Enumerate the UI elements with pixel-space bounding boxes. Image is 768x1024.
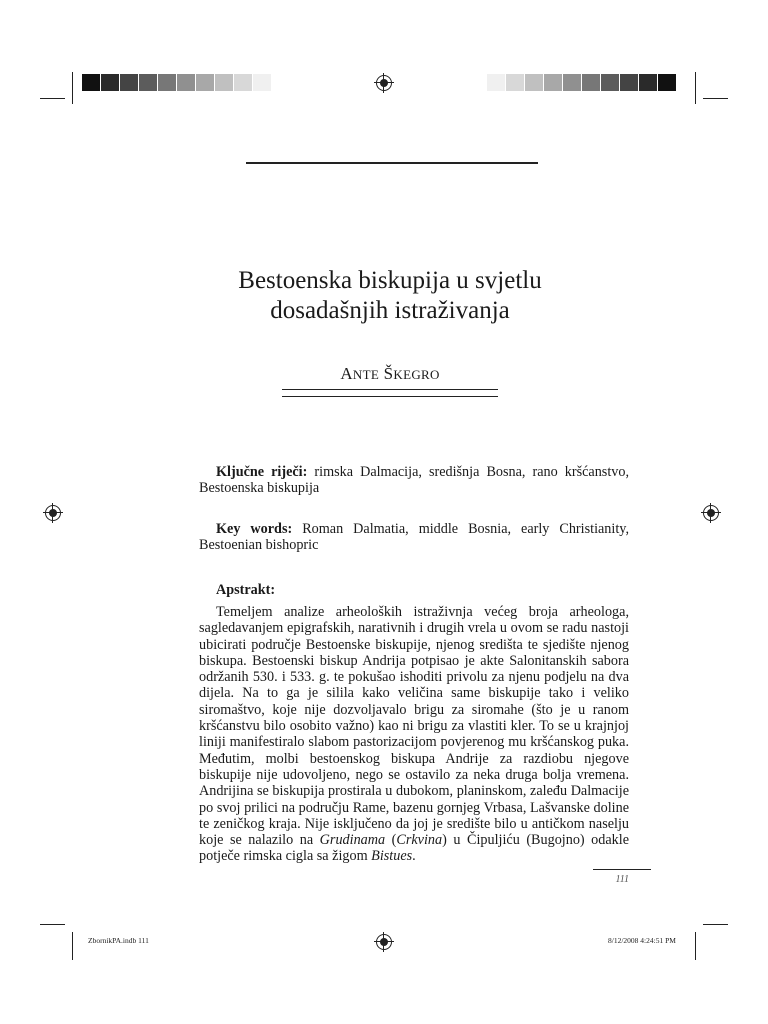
keywords-text: rimska Dalmacija, središnja Bosna, rano kršćanstvo, Bestoenska biskupija (199, 464, 629, 497)
color-swatch (639, 74, 658, 91)
color-swatch (601, 74, 620, 91)
crop-mark (72, 72, 73, 104)
color-swatch (253, 74, 272, 91)
crop-mark (695, 932, 696, 960)
author-smallcaps: KEGRO (393, 367, 440, 382)
file-slug: ZbornikPA.indb 111 (88, 936, 149, 945)
crop-mark (695, 72, 696, 104)
color-calibration-bar-right (487, 74, 677, 91)
crop-mark (40, 924, 65, 925)
color-swatch (177, 74, 196, 91)
keywords-text: Roman Dalmatia, middle Bosnia, early Christianity, Bestoenian bishopric (199, 521, 629, 554)
article-title (160, 266, 620, 326)
color-swatch (506, 74, 525, 91)
author-initial: Š (383, 364, 394, 383)
title-line: Bestoenska biskupija u svjetlu (238, 267, 542, 294)
color-swatch (196, 74, 215, 91)
title-line: dosadašnjih istraživanja (270, 297, 510, 324)
abstract-text: ) u Čipuljiću (Bugojno) odakle potječe rimska cigla sa žigom (199, 832, 629, 865)
registration-mark-icon (376, 75, 392, 91)
author-smallcaps: NTE (352, 367, 380, 382)
abstract-italic: Crkvina (396, 832, 443, 849)
color-swatch (544, 74, 563, 91)
abstract-text: Temeljem analize arheoloških istraživnja većeg broja arheologa, sagledavanjem epigrafskih, narativnih i drugih vrela u ovom se radu nastoji ubicirati područje Bestoenske biskupije, njenog središta te sjedište njenog biskupa. Bestoenski biskup Andrija potpisao je akte Salonitanskih sabora održanih 530. i 533. g. te pokušao ishoditi privolu za njenu podjelu na dva dijela. Na to ga je silila kako veličina same biskupije tako i veliko siromaštvo, koje nije dozvoljavalo brigu za siromahe (što je u ranom kršćanstvu bilo osobito važno) kao ni brigu za vlastiti kler. To se u krajnjoj liniji manifestiralo slabom pastorizacijom povjerenog mu kršćanskog puka. Međutim, molbi bestoenskog biskupa Andrije za razdiobu njegove biskupije nije udovoljeno, nego se ostavilo za neka druga bolja vremena. Andrijina se biskupija prostirala u dubokom, planinskom, zaleđu Dalmacije po svoj prilici na području Rame, bazenu gornjeg Vrbasa, Lašvanske doline te zeničkog kraja. Nije isključeno da joj je središte bilo u antičkom naselju koje se nalazilo na (199, 604, 629, 849)
registration-mark-icon (45, 505, 61, 521)
color-swatch (658, 74, 677, 91)
abstract-italic: Bistues (371, 848, 413, 865)
crop-mark (40, 98, 65, 99)
color-swatch (487, 74, 506, 91)
registration-mark-icon (376, 934, 392, 950)
color-swatch (158, 74, 177, 91)
color-swatch (120, 74, 139, 91)
abstract-italic: Grudinama (319, 832, 386, 849)
header-rule (246, 162, 538, 164)
color-swatch (525, 74, 544, 91)
crop-mark (703, 924, 728, 925)
color-swatch (215, 74, 234, 91)
color-swatch (101, 74, 120, 91)
keywords-label: Ključne riječi: (216, 464, 308, 480)
color-swatch (582, 74, 601, 91)
crop-mark (703, 98, 728, 99)
abstract-heading: Apstrakt: (216, 582, 276, 598)
abstract-text: . (412, 848, 416, 865)
page-number: 111 (615, 874, 629, 885)
color-swatch (563, 74, 582, 91)
crop-mark (72, 932, 73, 960)
registration-mark-icon (703, 505, 719, 521)
timestamp-slug: 8/12/2008 4:24:51 PM (608, 936, 676, 945)
author-initial: A (340, 364, 353, 383)
color-swatch (82, 74, 101, 91)
keywords-label: Key words: (216, 521, 293, 537)
page-number-rule (593, 869, 651, 870)
abstract-text: ( (385, 832, 397, 849)
color-swatch (620, 74, 639, 91)
keywords-english (199, 521, 629, 554)
color-calibration-bar-left (82, 74, 272, 91)
abstract-body (199, 604, 629, 865)
color-swatch (139, 74, 158, 91)
author-double-rule (282, 389, 498, 397)
author-name (160, 364, 620, 384)
keywords-croatian (199, 464, 629, 497)
color-swatch (234, 74, 253, 91)
